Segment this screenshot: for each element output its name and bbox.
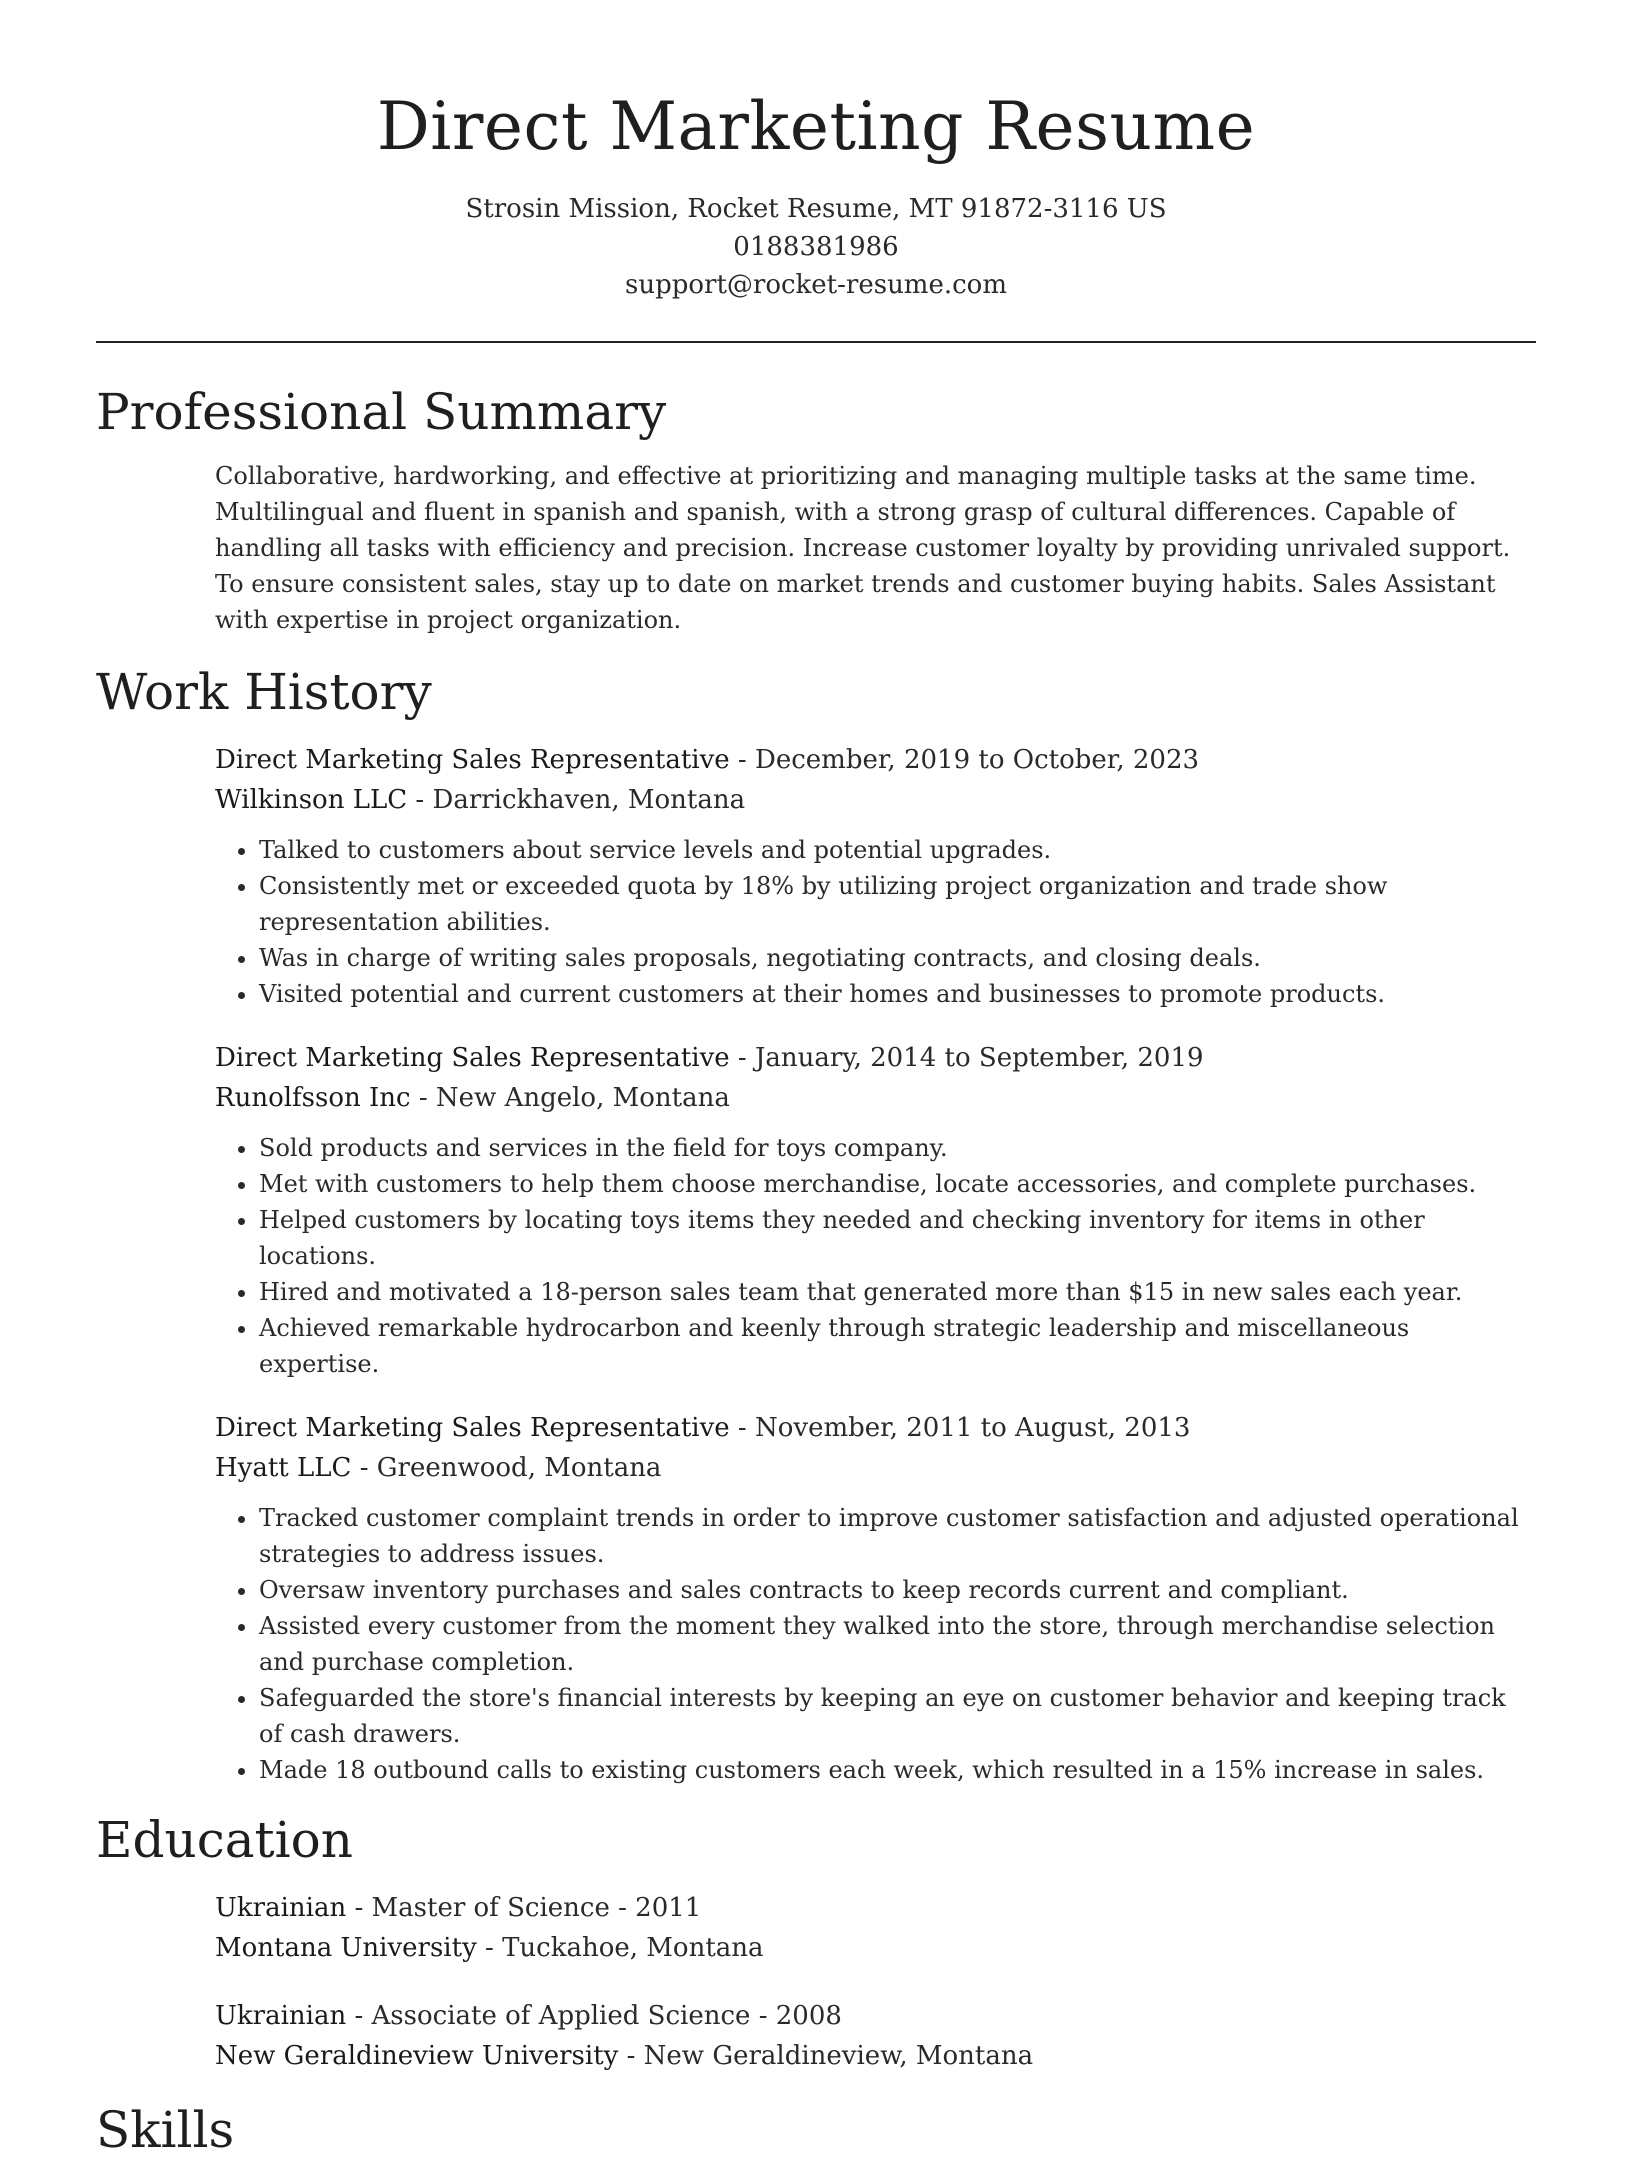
contact-email: support@rocket-resume.com <box>624 270 1007 300</box>
job-bullet: • Talked to customers about service levels and potential upgrades. <box>259 832 1536 868</box>
education-school: Montana University <box>215 1933 477 1963</box>
education-school-line <box>215 1928 1536 1968</box>
job-dates: - December, 2019 to October, 2023 <box>729 745 1200 775</box>
job-title: Direct Marketing Sales Representative <box>215 745 730 775</box>
education-location: - New Geraldineview, Montana <box>618 2041 1034 2071</box>
section-title-education: Education <box>96 1811 353 1869</box>
job-location: - Darrickhaven, Montana <box>407 785 746 815</box>
job-bullet: • Helped customers by locating toys items they needed and checking inventory for items in other locations. <box>259 1202 1536 1274</box>
job-title-line <box>215 740 1536 780</box>
resume-header <box>0 0 1632 304</box>
section-title-summary: Professional Summary <box>96 383 667 441</box>
education-degree: - Associate of Applied Science - 2008 <box>346 2001 842 2031</box>
job-title: Direct Marketing Sales Representative <box>215 1043 730 1073</box>
education-entry <box>215 1996 1536 2076</box>
section-title-skills: Skills <box>96 2101 235 2159</box>
job-bullet: • Consistently met or exceeded quota by 18% by utilizing project organization and trade show representation abilities. <box>259 868 1536 940</box>
job-bullet: • Made 18 outbound calls to existing customers each week, which resulted in a 15% increase in sales. <box>259 1752 1536 1788</box>
job-entry <box>215 1408 1536 1788</box>
job-dates: - November, 2011 to August, 2013 <box>729 1413 1191 1443</box>
job-title-line <box>215 1038 1536 1078</box>
summary-text: Collaborative, hardworking, and effective at prioritizing and managing multiple tasks at the same time. Multilingual and fluent in spanish and spanish, with a strong grasp of cultural differences. Capable of handling all tasks with efficiency and precision. Increase customer loyalty by providing unrivaled support. To ensure consistent sales, stay up to date on market trends and customer buying habits. Sales Assistant with expertise in project organization. <box>215 462 1511 634</box>
education-location: - Tuckahoe, Montana <box>476 1933 764 1963</box>
section-title-work-history: Work History <box>96 663 432 721</box>
header-divider <box>96 341 1536 343</box>
contact-address: Strosin Mission, Rocket Resume, MT 91872-3116 US <box>465 194 1167 224</box>
job-bullets <box>215 1130 1536 1382</box>
education-degree-line <box>215 1888 1536 1928</box>
job-bullet: • Assisted every customer from the moment they walked into the store, through merchandise selection and purchase completion. <box>259 1608 1536 1680</box>
job-location: - New Angelo, Montana <box>410 1083 730 1113</box>
job-company: Runolfsson Inc <box>215 1083 411 1113</box>
education-entry <box>215 1888 1536 1968</box>
job-title-line <box>215 1408 1536 1448</box>
job-bullets <box>215 1500 1536 1788</box>
contact-phone: 0188381986 <box>733 232 899 262</box>
job-bullet: • Was in charge of writing sales proposals, negotiating contracts, and closing deals. <box>259 940 1536 976</box>
job-bullet: • Tracked customer complaint trends in order to improve customer satisfaction and adjusted operational strategies to address issues. <box>259 1500 1536 1572</box>
job-company-line <box>215 780 1536 820</box>
education-school: New Geraldineview University <box>215 2041 619 2071</box>
resume-title: Direct Marketing Resume <box>376 88 1256 165</box>
job-company: Hyatt LLC <box>215 1453 352 1483</box>
job-title: Direct Marketing Sales Representative <box>215 1413 730 1443</box>
job-bullet: • Sold products and services in the field for toys company. <box>259 1130 1536 1166</box>
education-degree: - Master of Science - 2011 <box>346 1893 702 1923</box>
job-company: Wilkinson LLC <box>215 785 408 815</box>
education-school-line <box>215 2036 1536 2076</box>
job-bullet: • Hired and motivated a 18-person sales team that generated more than $15 in new sales each year. <box>259 1274 1536 1310</box>
job-bullet: • Visited potential and current customers at their homes and businesses to promote products. <box>259 976 1536 1012</box>
job-bullets <box>215 832 1536 1012</box>
job-entry <box>215 1038 1536 1382</box>
resume-content <box>96 380 1536 2162</box>
education-field: Ukrainian <box>215 2001 347 2031</box>
job-location: - Greenwood, Montana <box>351 1453 662 1483</box>
job-company-line <box>215 1078 1536 1118</box>
job-entry <box>215 740 1536 1012</box>
job-dates: - January, 2014 to September, 2019 <box>729 1043 1204 1073</box>
job-bullet: • Achieved remarkable hydrocarbon and keenly through strategic leadership and miscellaneous expertise. <box>259 1310 1536 1382</box>
education-field: Ukrainian <box>215 1893 347 1923</box>
education-degree-line <box>215 1996 1536 2036</box>
contact-block <box>0 190 1632 304</box>
job-company-line <box>215 1448 1536 1488</box>
job-bullet: • Met with customers to help them choose merchandise, locate accessories, and complete purchases. <box>259 1166 1536 1202</box>
job-bullet: • Oversaw inventory purchases and sales contracts to keep records current and compliant. <box>259 1572 1536 1608</box>
job-bullet: • Safeguarded the store's financial interests by keeping an eye on customer behavior and keeping track of cash drawers. <box>259 1680 1536 1752</box>
